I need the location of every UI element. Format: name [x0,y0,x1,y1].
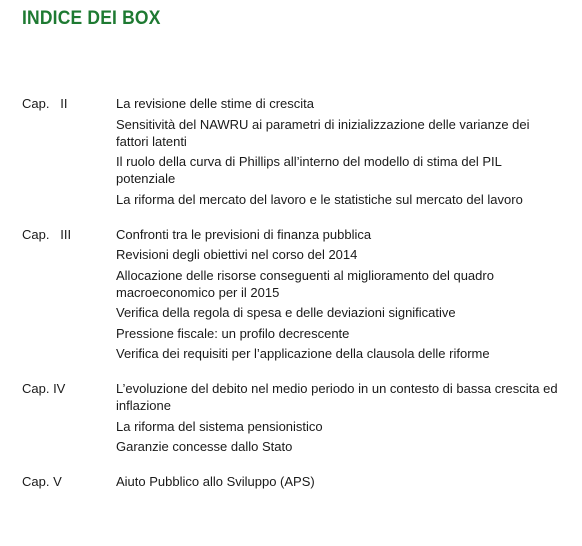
box-list [0,226,562,363]
box-item: L’evoluzione del debito nel medio periodo in un contesto di bassa crescita ed inflazione [116,381,558,413]
box-item: Sensitività del NAWRU ai parametri di inizializzazione delle varianze dei fattori latenti [116,116,530,149]
chapter-section-iv [0,380,582,455]
box-item: La revisione delle stime di crescita [116,96,314,111]
box-list [0,95,562,208]
box-item: Verifica della regola di spesa e delle deviazioni significative [116,305,456,320]
box-item: Verifica dei requisiti per l’applicazione della clausola delle riforme [116,346,490,361]
chapter-label: Cap. III [22,226,72,242]
box-item: Garanzie concesse dallo Stato [116,439,293,454]
box-item: Il ruolo della curva di Phillips all’interno del modello di stima del PIL potenziale [116,154,502,186]
box-item: Pressione fiscale: un profilo decrescente [116,325,350,341]
box-item: Allocazione delle risorse conseguenti al miglioramento del quadro macroeconomico per il 2015 [116,267,494,300]
box-index [0,95,582,508]
chapter-section-iii [0,226,582,363]
box-item: Aiuto Pubblico allo Sviluppo (APS) [116,474,315,489]
chapter-label: Cap. II [22,96,68,111]
box-item: Confronti tra le previsioni di finanza pubblica [116,226,372,242]
chapter-section-v [0,473,582,490]
box-item: La riforma del sistema pensionistico [116,418,323,434]
box-item: La riforma del mercato del lavoro e le statistiche sul mercato del lavoro [116,191,523,207]
box-list [0,473,562,490]
page-title: INDICE DEI BOX [22,8,161,29]
box-list [0,380,562,455]
chapter-label: Cap. V [22,474,62,489]
box-item: Revisioni degli obiettivi nel corso del 2014 [116,247,358,262]
chapter-label: Cap. IV [22,381,66,396]
chapter-section-ii [0,95,582,208]
